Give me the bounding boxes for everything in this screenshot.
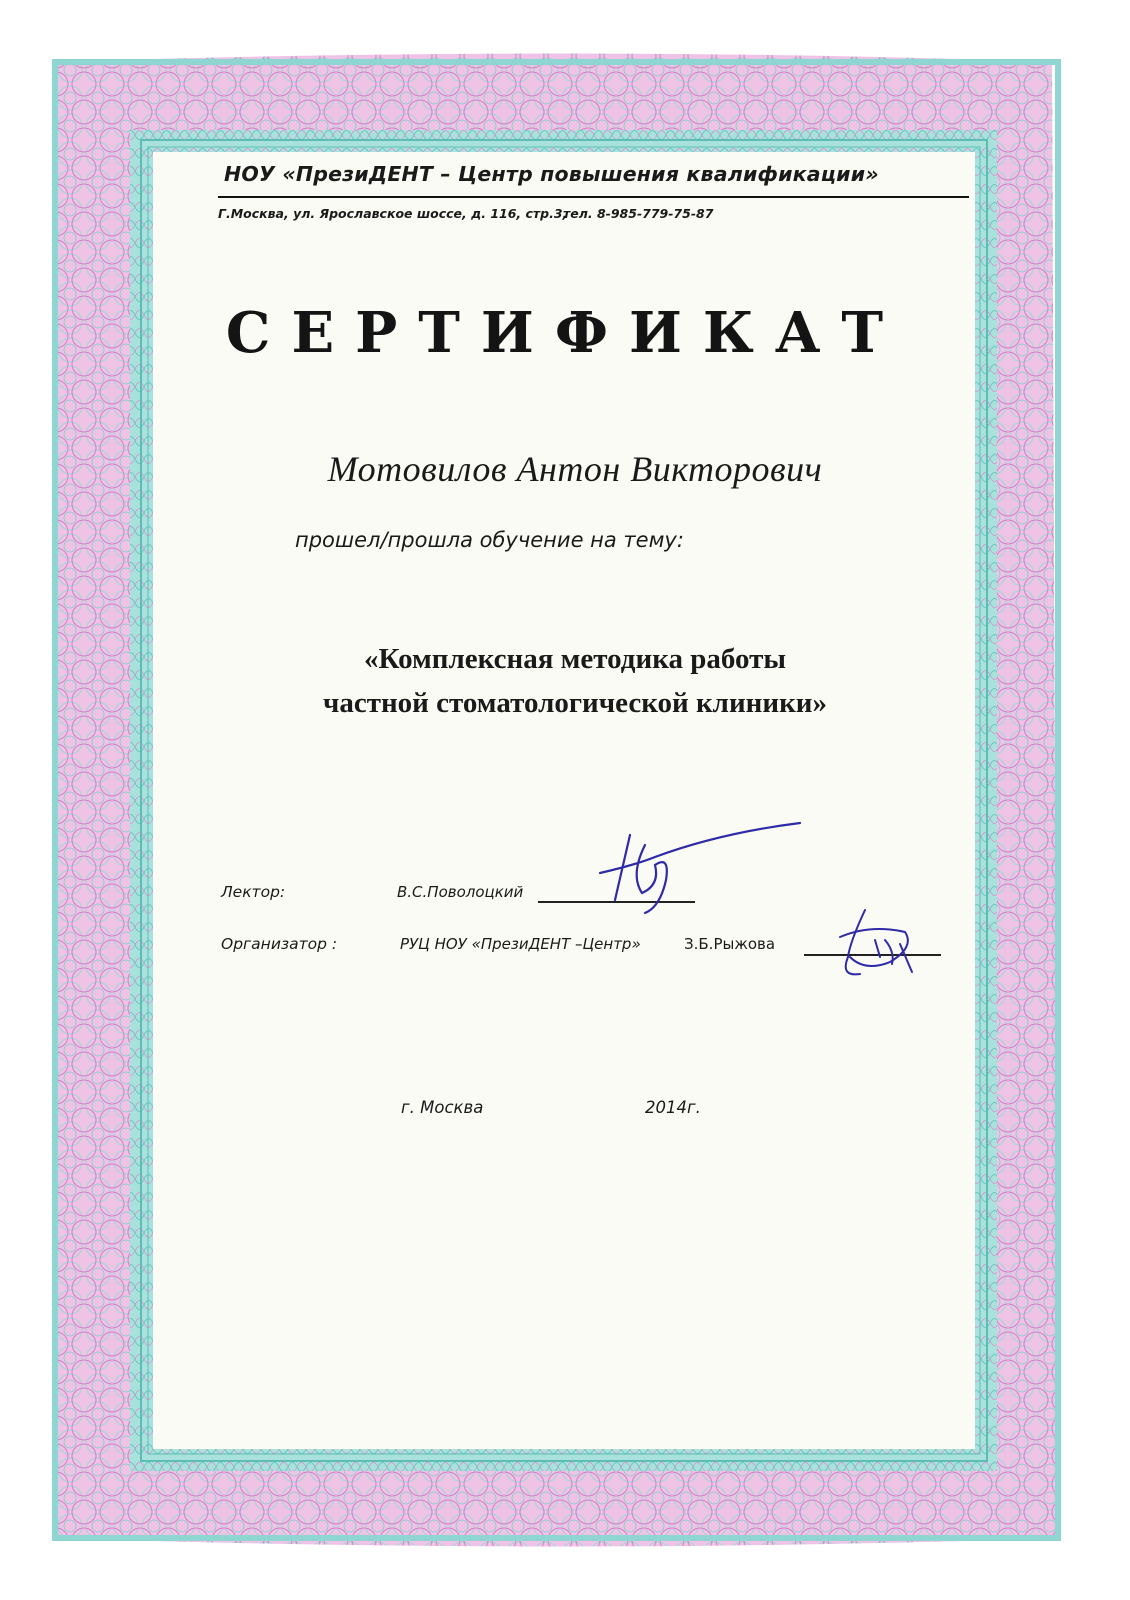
organizer-label: Организатор : [221,935,338,953]
issue-year: 2014г. [645,1098,701,1117]
recipient-name: Мотовилов Антон Викторович [327,449,823,489]
organizer-signature [820,902,930,982]
certificate-title: СЕРТИФИКАТ [225,300,905,366]
lecturer-label: Лектор: [221,883,286,901]
completion-statement: прошел/прошла обучение на тему: [295,528,684,552]
course-title-line-1: «Комплексная методика работы [364,643,786,675]
organization-title: НОУ «ПрезиДЕНТ – Центр повышения квалификации» [224,162,879,186]
lecturer-name: В.С.Поволоцкий [397,883,524,901]
course-title-line-2: частной стоматологической клиники» [322,687,828,719]
issue-city: г. Москва [401,1098,484,1117]
organization-address: Г.Москва, ул. Ярославское шоссе, д. 116, стр.3, [218,206,568,221]
header-rule [218,196,969,198]
organizer-organization: РУЦ НОУ «ПрезиДЕНТ –Центр» [400,935,641,953]
lecturer-signature [560,815,810,915]
organization-phone: тел. 8-985-779-75-87 [563,206,714,221]
organizer-signer-name: З.Б.Рыжова [684,935,776,953]
